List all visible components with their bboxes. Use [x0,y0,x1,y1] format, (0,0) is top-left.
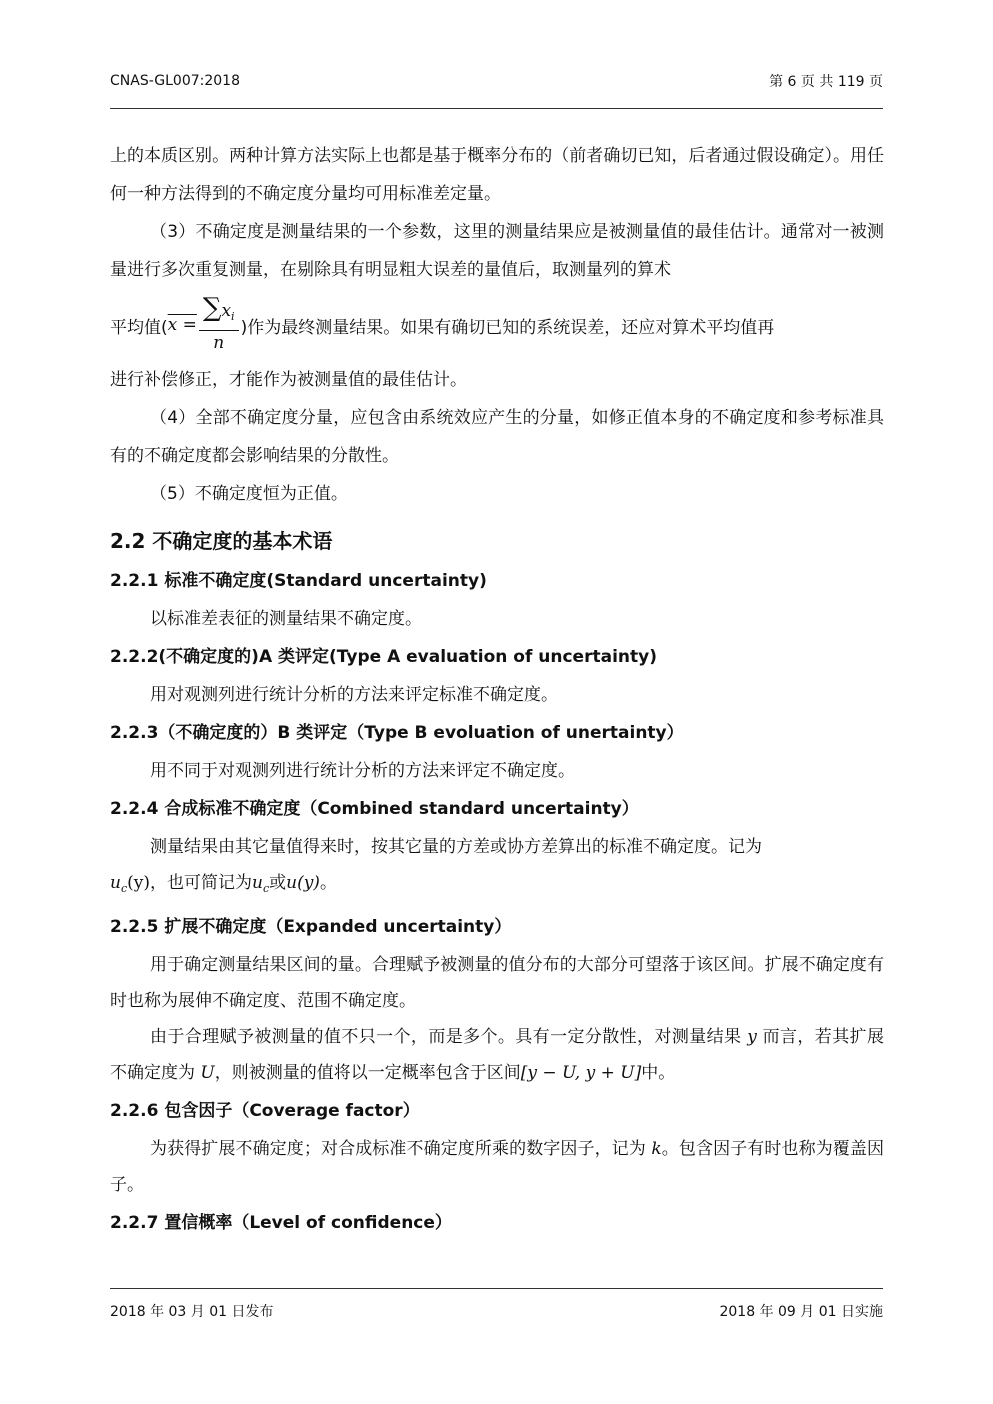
formula-suffix: )作为最终测量结果。如果有确切已知的系统误差，还应对算术平均值再 [240,317,775,338]
interval-expression: [y − U, y + U] [520,1063,642,1083]
mean-fraction [199,292,239,355]
page-header [110,70,883,92]
term-heading-2-2-3: 2.2.3（不确定度的）B 类评定（Type B evoluation of unertainty） [110,723,684,743]
term-heading-2-2-7: 2.2.7 置信概率（Level of confidence） [110,1213,452,1233]
footer-rule [110,1288,883,1289]
paragraph-2-end: 进行补偿修正，才能作为被测量值的最佳估计。 [110,370,467,390]
fraction-numerator: $\sum x_i$ [199,296,239,331]
term-heading-2-2-1: 2.2.1 标准不确定度(Standard uncertainty) [110,571,487,591]
formula-line [110,289,884,361]
publish-date: 2018 年 03 月 01 日发布 [110,1304,274,1320]
paragraph-2: （3）不确定度是测量结果的一个参数，这里的测量结果应是被测量值的最佳估计。通常对一被测量进行多次重复测量，在剔除具有明显粗大误差的量值后，取测量列的算术 [110,222,884,280]
term-heading-2-2-2: 2.2.2(不确定度的)A 类评定(Type A evaluation of uncertainty) [110,647,657,667]
uc-symbol: $u_c$ [252,873,270,895]
fraction-denominator: n [213,332,225,353]
uc-y-symbol: $u_c(y)$ [110,873,150,895]
paragraph-1: 上的本质区别。两种计算方法实际上也都是基于概率分布的（前者确切已知，后者通过假设确定）。用任何一种方法得到的不确定度分量均可用标准差定量。 [110,146,884,204]
section-title: 2.2 不确定度的基本术语 [110,529,333,553]
u-y-symbol: u(y) [286,873,320,893]
paragraph-3: （4）全部不确定度分量，应包含由系统效应产生的分量，如修正值本身的不确定度和参考标准具有的不确定度都会影响结果的分散性。 [110,408,884,466]
term-text-2-2-2: 用对观测列进行统计分析的方法来评定标准不确定度。 [150,685,558,705]
formula-prefix: 平均值( [110,317,168,338]
header-rule [110,108,883,109]
term-text-2-2-5-a: 用于确定测量结果区间的量。合理赋予被测量的值分布的大部分可望落于该区间。扩展不确定度有时也称为展伸不确定度、范围不确定度。 [110,955,884,1011]
doc-code: CNAS-GL007:2018 [110,73,240,89]
page-content [110,137,884,1243]
term-text-2-2-4: 测量结果由其它量值得来时，按其它量的方差或协方差算出的标准不确定度。记为 $u_c(y)$，也可简记为$u_c$或u(y)。 [110,837,762,895]
term-text-2-2-1: 以标准差表征的测量结果不确定度。 [150,609,422,629]
paragraph-4: （5）不确定度恒为正值。 [150,484,348,504]
page-footer [110,1300,883,1322]
term-heading-2-2-4: 2.2.4 合成标准不确定度（Combined standard uncertainty） [110,799,639,819]
page-number: 第 6 页 共 119 页 [769,74,883,90]
term-text-2-2-6: 为获得扩展不确定度；对合成标准不确定度所乘的数字因子，记为 k。包含因子有时也称为覆盖因子。 [110,1139,884,1195]
effective-date: 2018 年 09 月 01 日实施 [719,1304,883,1320]
term-heading-2-2-6: 2.2.6 包含因子（Coverage factor） [110,1101,420,1121]
term-text-2-2-5-b: 由于合理赋予被测量的值不只一个，而是多个。具有一定分散性，对测量结果 y 而言，若其扩展不确定度为 U，则被测量的值将以一定概率包含于区间[y − U, y + U]中。 [110,1027,884,1083]
term-text-2-2-3: 用不同于对观测列进行统计分析的方法来评定不确定度。 [150,761,575,781]
term-heading-2-2-5: 2.2.5 扩展不确定度（Expanded uncertainty） [110,917,512,937]
mean-lhs: x = [167,315,197,335]
